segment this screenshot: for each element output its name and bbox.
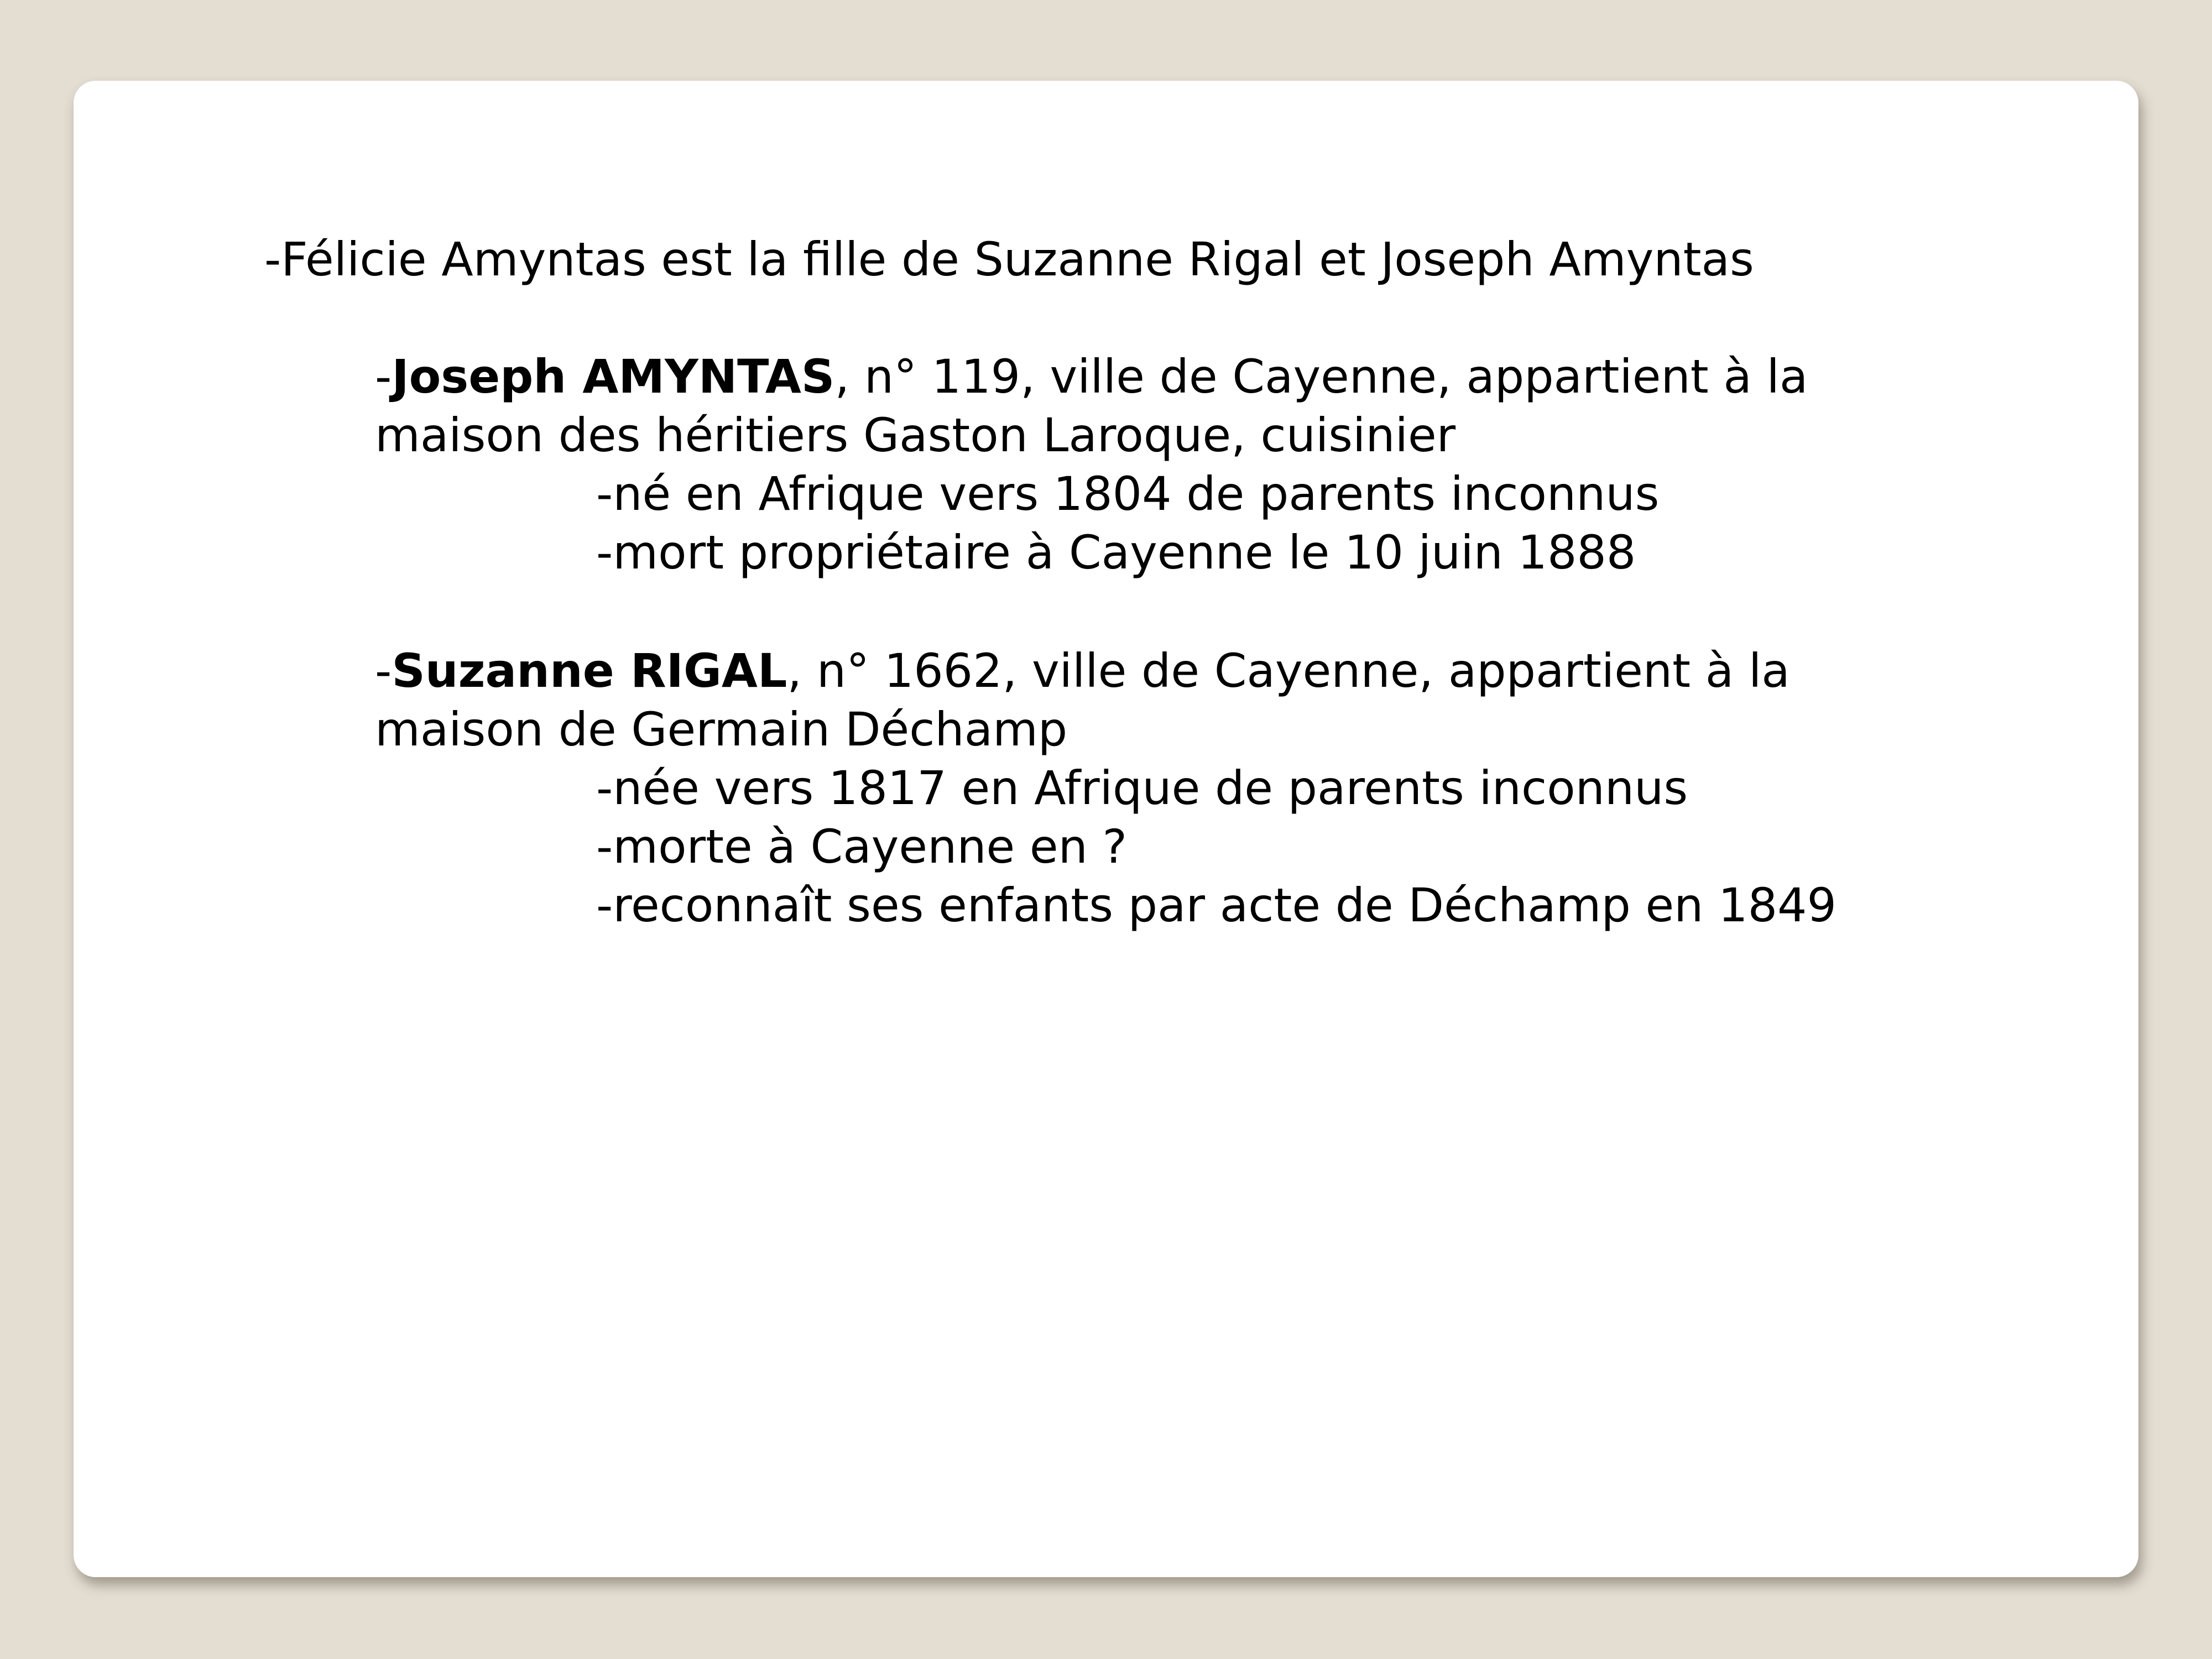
joseph-birth: -né en Afrique vers 1804 de parents inconnus (596, 467, 1660, 521)
joseph-line2: maison des héritiers Gaston Laroque, cuisinier (375, 408, 1456, 462)
suzanne-recognition: -reconnaît ses enfants par acte de Déchamp en 1849 (596, 878, 1837, 932)
intro-line: -Félicie Amyntas est la fille de Suzanne Rigal et Joseph Amyntas (264, 232, 1754, 286)
joseph-death: -mort propriétaire à Cayenne le 10 juin 1888 (596, 525, 1636, 580)
slide-card (74, 81, 2138, 1577)
joseph-name: Joseph AMYNTAS (392, 349, 835, 404)
suzanne-heading (375, 641, 1790, 700)
suzanne-line2: maison de Germain Déchamp (375, 702, 1068, 757)
joseph-heading (375, 347, 1808, 406)
suzanne-name: Suzanne RIGAL (392, 644, 787, 698)
joseph-rest: , n° 119, ville de Cayenne, appartient à la (834, 349, 1808, 404)
suzanne-rest: , n° 1662, ville de Cayenne, appartient à la (787, 644, 1790, 698)
suzanne-dash: - (375, 644, 392, 698)
suzanne-death: -morte à Cayenne en ? (596, 820, 1128, 874)
suzanne-birth: -née vers 1817 en Afrique de parents inconnus (596, 761, 1688, 815)
joseph-dash: - (375, 349, 392, 404)
